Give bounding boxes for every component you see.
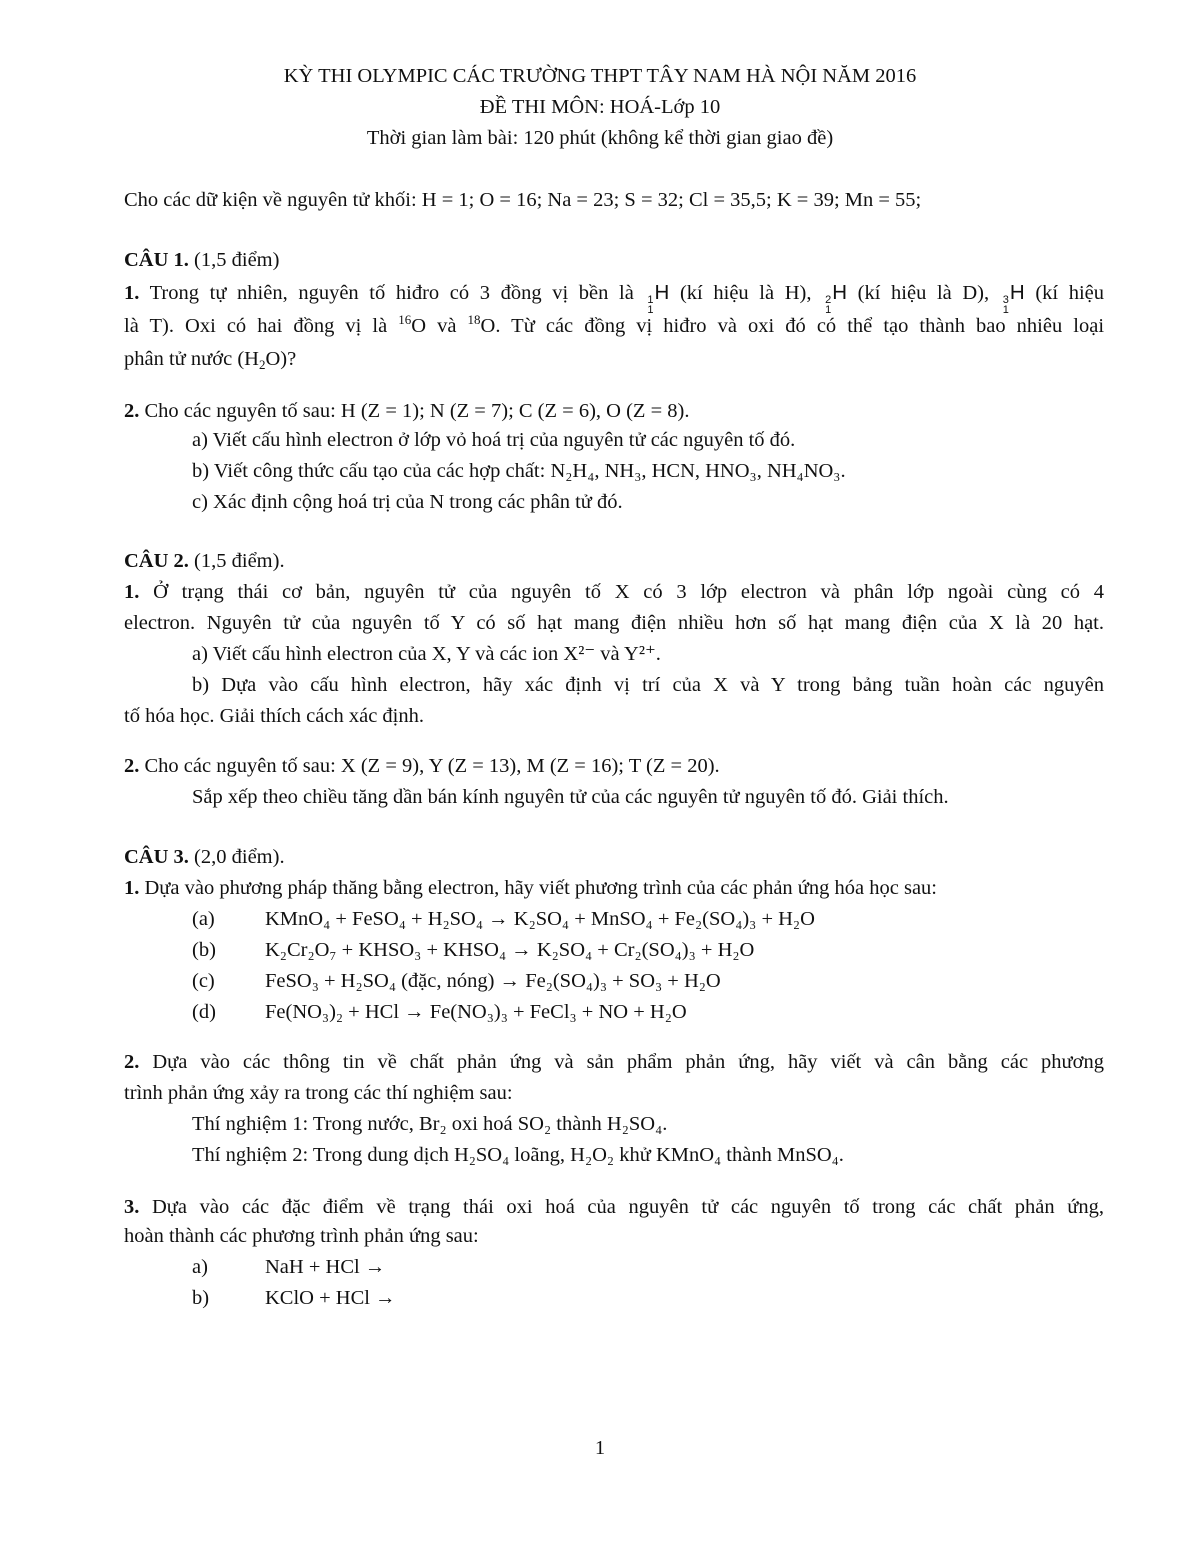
q1-points: (1,5 điểm)	[194, 249, 280, 271]
q2-heading	[124, 547, 285, 575]
q1-p2b: b) Viết công thức cấu tạo của các hợp chất: N₂H₄, NH₃, HCN, HNO₃, NH₄NO₃.	[192, 460, 846, 482]
equation-label-b: (b)	[192, 939, 216, 961]
exam-title: KỲ THI OLYMPIC CÁC TRƯỜNG THPT TÂY NAM HÀ NỘI NĂM 2016	[283, 65, 917, 87]
equation-label-a: (a)	[192, 908, 215, 930]
isotope-h2: 2 1	[825, 294, 832, 316]
q3-exp2: Thí nghiệm 2: Trong dung dịch H₂SO₄ loãng, H₂O₂ khử KMnO₄ thành MnSO₄.	[192, 1144, 844, 1166]
q1-p1-text-d: (kí hiệu	[1035, 282, 1105, 304]
equation-d: Fe(NO₃)₂ + HCl → Fe(NO₃)₃ + FeCl₃ + NO + H₂O	[265, 1001, 687, 1023]
q1-p1-text-b: (kí hiệu là H),	[679, 282, 812, 304]
exam-time: Thời gian làm bài: 120 phút (không kể thời gian giao đề)	[366, 127, 834, 149]
equation-b: K₂Cr₂O₇ + KHSO₃ + KHSO₄ → K₂SO₄ + Cr₂(SO₄)₃ + H₂O	[265, 939, 755, 961]
equation-label-c: (c)	[192, 970, 215, 992]
q1-label: CÂU 1.	[124, 249, 189, 271]
page-number: 1	[594, 1437, 606, 1459]
q1-p1-line1: 1. Trong tự nhiên, nguyên tố hiđro có 3 đồng vị bền là 1 1 H (kí hiệu là H), 2 1 H (kí hiệu là D), 3 1 H (kí hiệu	[124, 281, 1105, 316]
q3-p3-line2: hoàn thành các phương trình phản ứng sau:	[124, 1225, 479, 1247]
q1-p2: 2. Cho các nguyên tố sau: H (Z = 1); N (Z = 7); C (Z = 6), O (Z = 8).	[124, 400, 690, 422]
q2-p1-line2: electron. Nguyên tử của nguyên tố Y có số hạt mang điện nhiều hơn số hạt mang điện của X là 20 hạt.	[124, 612, 1104, 634]
q2-p1b-line2: tố hóa học. Giải thích cách xác định.	[124, 705, 424, 727]
equation-c: FeSO₃ + H₂SO₄ (đặc, nóng) → Fe₂(SO₄)₃ + SO₃ + H₂O	[265, 970, 721, 992]
equation-label-d: (d)	[192, 1001, 216, 1023]
reaction-label-b: b)	[192, 1287, 210, 1309]
q3-p2-line2: trình phản ứng xảy ra trong các thí nghiệm sau:	[124, 1082, 513, 1104]
q3-p2-line1: 2. Dựa vào các thông tin về chất phản ứng và sản phẩm phản ứng, hãy viết và cân bằng các phương	[124, 1051, 1104, 1073]
q3-p1: 1. Dựa vào phương pháp thăng bằng electron, hãy viết phương trình của các phản ứng hóa học sau:	[124, 877, 938, 899]
isotope-h1: 1 1	[647, 294, 654, 316]
exam-subject: ĐỀ THI MÔN: HOÁ-Lớp 10	[479, 96, 721, 118]
q1-p2c: c) Xác định cộng hoá trị của N trong các phân tử đó.	[192, 491, 623, 513]
q3-points: (2,0 điểm).	[194, 846, 285, 868]
q1-p1-num: 1.	[124, 282, 140, 304]
q3-label: CÂU 3.	[124, 846, 189, 868]
q2-p1-line1: 1. Ở trạng thái cơ bản, nguyên tử của nguyên tố X có 3 lớp electron và phân lớp ngoài cùng có 4	[124, 581, 1105, 603]
isotope-h3: 3 1	[1002, 294, 1009, 316]
q3-p3-line1: 3. Dựa vào các đặc điểm về trạng thái oxi hoá của nguyên tử các nguyên tố trong các chất phản ứng,	[124, 1196, 1104, 1218]
q2-p1b-line1: b) Dựa vào cấu hình electron, hãy xác định vị trí của X và Y trong bảng tuần hoàn các nguyên	[192, 674, 1104, 696]
equation-a: KMnO₄ + FeSO₄ + H₂SO₄ → K₂SO₄ + MnSO₄ + Fe₂(SO₄)₃ + H₂O	[265, 908, 815, 930]
q2-p1a: a) Viết cấu hình electron của X, Y và các ion X²⁻ và Y²⁺.	[192, 643, 661, 665]
q1-p1-line2: là T). Oxi có hai đồng vị là $^{16}$O và $^{18}$O. Từ các đồng vị hiđro và oxi đó có thể tạo thành bao nhiêu loại	[124, 312, 1105, 337]
reaction-a: NaH + HCl →	[265, 1256, 386, 1278]
q1-p1-text-a: Trong tự nhiên, nguyên tố hiđro có 3 đồng vị bền là	[149, 282, 634, 304]
q3-heading	[124, 843, 285, 871]
reaction-b: KClO + HCl →	[265, 1287, 396, 1309]
q1-p2a: a) Viết cấu hình electron ở lớp vỏ hoá trị của nguyên tử các nguyên tố đó.	[192, 429, 796, 451]
q1-heading	[124, 246, 279, 274]
q2-points: (1,5 điểm).	[194, 550, 285, 572]
q1-p1-text-c: (kí hiệu là D),	[857, 282, 990, 304]
atomic-masses: Cho các dữ kiện về nguyên tử khối: H = 1; O = 16; Na = 23; S = 32; Cl = 35,5; K = 39; Mn = 55;	[124, 189, 922, 211]
reaction-label-a: a)	[192, 1256, 208, 1278]
q3-exp1: Thí nghiệm 1: Trong nước, Br₂ oxi hoá SO₂ thành H₂SO₄.	[192, 1113, 668, 1135]
q2-p2: 2. Cho các nguyên tố sau: X (Z = 9), Y (Z = 13), M (Z = 16); T (Z = 20).	[124, 755, 720, 777]
q2-label: CÂU 2.	[124, 550, 189, 572]
q2-p2-task: Sắp xếp theo chiều tăng dần bán kính nguyên tử của các nguyên tử nguyên tố đó. Giải thích.	[192, 786, 949, 808]
q1-p1-line3: phân tử nước $(H_2O)$?	[124, 348, 297, 372]
